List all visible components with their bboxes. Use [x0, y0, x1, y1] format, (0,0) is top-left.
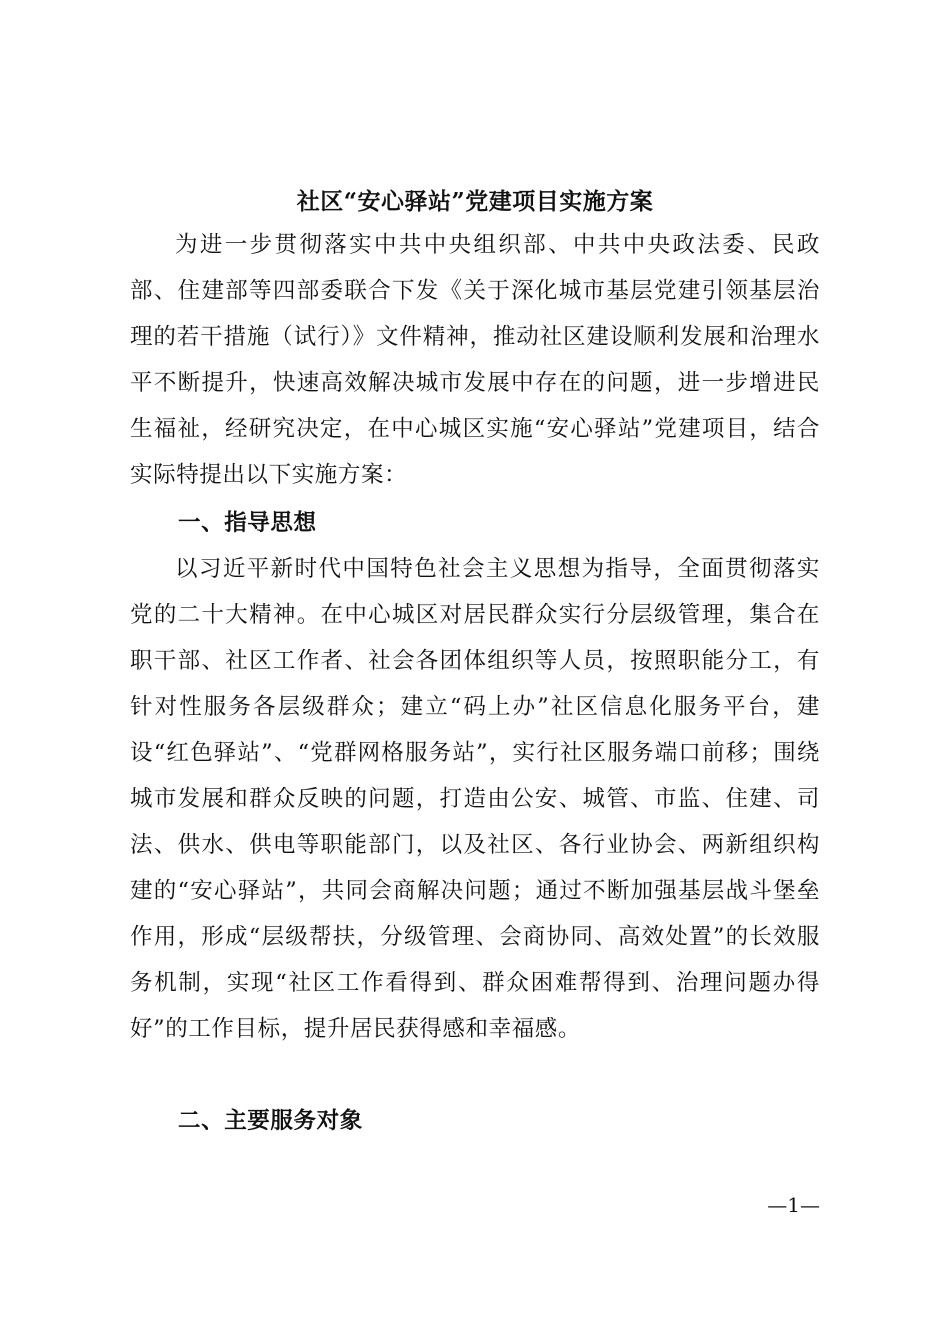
- guiding-ideology-paragraph: 以习近平新时代中国特色社会主义思想为指导，全面贯彻落实党的二十大精神。在中心城区对居民群众实行分层级管理，集合在职干部、社区工作者、社会各团体组织等人员，按照职能分工，有针对性服务各层级群众；建立“码上办”社区信息化服务平台，建设“红色驿站”、“党群网格服务站”，实行社区服务端口前移；围绕城市发展和群众反映的问题，打造由公安、城管、市监、住建、司法、供水、供电等职能部门，以及社区、各行业协会、两新组织构建的“安心驿站”，共同会商解决问题；通过不断加强基层战斗堡垒作用，形成“层级帮扶，分级管理、会商协同、高效处置”的长效服务机制，实现“社区工作看得到、群众困难帮得到、治理问题办得好”的工作目标，提升居民获得感和幸福感。: [130, 556, 820, 1042]
- document-title: 社区“安心驿站”党建项目实施方案: [296, 188, 654, 215]
- page-number: —1—: [767, 1193, 820, 1217]
- intro-paragraph: 为进一步贯彻落实中共中央组织部、中共中央政法委、民政部、住建部等四部委联合下发《关于深化城市基层党建引领基层治理的若干措施（试行）》文件精神，推动社区建设顺利发展和治理水平不断提升，快速高效解决城市发展中存在的问题，进一步增进民生福祉，经研究决定，在中心城区实施“安心驿站”党建项目，结合实际特提出以下实施方案：: [130, 232, 820, 488]
- section-heading-guiding-ideology: 一、指导思想: [178, 510, 317, 536]
- section-heading-service-targets: 二、主要服务对象: [178, 1108, 363, 1134]
